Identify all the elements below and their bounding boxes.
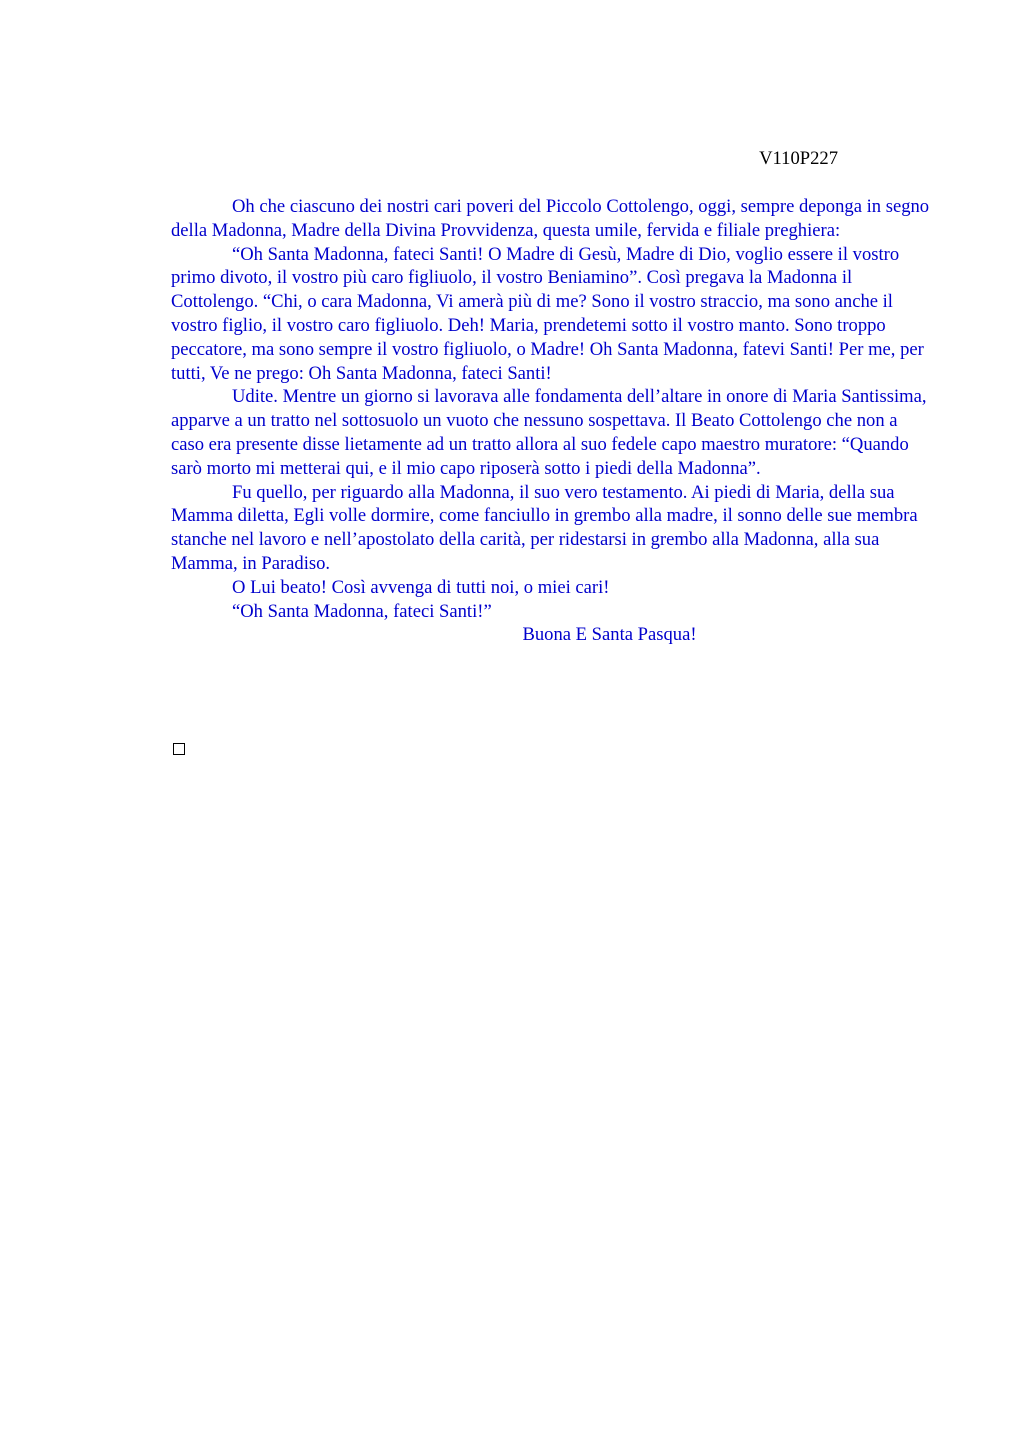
paragraph: Udite. Mentre un giorno si lavorava alle fondamenta dell’altare in onore di Maria Santissima, apparve a un tratto nel sottosuolo un vuoto che nessuno sospettava. Il Beato Cottolengo che non a caso era presente disse lietamente ad un tratto allora al suo fedele capo maestro muratore: “Quando sarò morto mi metterai qui, e il mio capo riposerà sotto i piedi della Madonna”.: [171, 386, 927, 479]
paragraph: “Oh Santa Madonna, fateci Santi! O Madre di Gesù, Madre di Dio, voglio essere il vostro primo divoto, il vostro più caro figliuolo, il vostro Beniamino”. Così pregava la Madonna il Cottolengo. “Chi, o cara Madonna, Vi amerà più di me? Sono il vostro straccio, ma sono anche il vostro figlio, il vostro caro figliuolo. Deh! Maria, prendetemi sotto il vostro manto. Sono troppo peccatore, ma sono sempre il vostro figliuolo, o Madre! Oh Santa Madonna, fatevi Santi! Per me, per tutti, Ve ne prego: Oh Santa Madonna, fateci Santi!: [171, 243, 924, 384]
paragraph: O Lui beato! Così avvenga di tutti noi, o miei cari!: [232, 576, 610, 598]
document-code: V110P227: [759, 148, 838, 169]
paragraph: Oh che ciascuno dei nostri cari poveri del Piccolo Cottolengo, oggi, sempre deponga in segno della Madonna, Madre della Divina Provvidenza, questa umile, fervida e filiale preghiera:: [171, 196, 930, 241]
paragraph: Fu quello, per riguardo alla Madonna, il suo vero testamento. Ai piedi di Maria, della sua Mamma diletta, Egli volle dormire, come fanciullo in grembo alla madre, il sonno delle sue membra stanche nel lavoro e nell’apostolato della carità, per ridestarsi in grembo alla Madonna, alla sua Mamma, in Paradiso.: [171, 481, 918, 574]
closing-greeting: Buona E Santa Pasqua!: [522, 624, 697, 646]
empty-square-icon: [173, 743, 185, 755]
paragraph: “Oh Santa Madonna, fateci Santi!”: [232, 600, 492, 622]
document-body: [171, 195, 931, 647]
